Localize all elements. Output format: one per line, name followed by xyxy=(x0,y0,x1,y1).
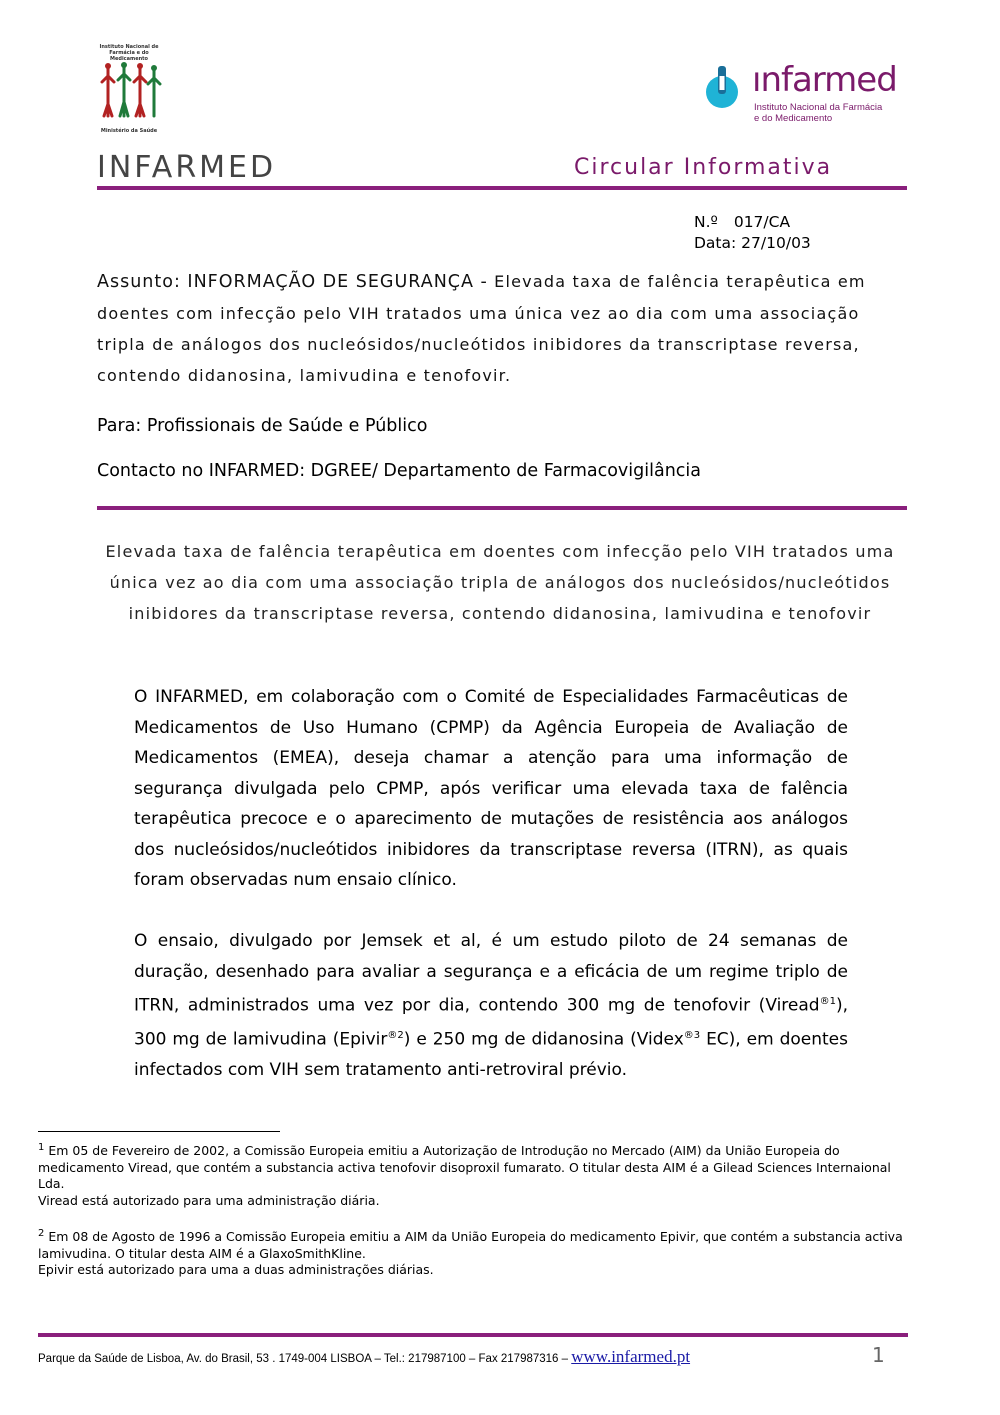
footer-address xyxy=(38,1347,690,1367)
p2-part-a: O ensaio, divulgado por Jemsek et al, é um estudo piloto de 24 semanas de duração, desenhado para avaliar a segurança e a eficácia de um regime triplo de ITRN, administrados uma vez por dia, contendo 300 mg de tenofovir (Viread xyxy=(134,931,848,1016)
footnote-1-number: 1 xyxy=(38,1142,45,1153)
footnote-rule xyxy=(38,1131,280,1132)
number-label: N.º xyxy=(694,213,718,231)
footnote-2-extra: Epivir está autorizado para uma a duas administrações diárias. xyxy=(38,1262,434,1278)
document-type: Circular Informativa xyxy=(574,155,833,180)
footnote-1-text: Em 05 de Fevereiro de 2002, a Comissão Europeia emitiu a Autorização de Introdução no Mercado (AIM) da União Europeia do medicamento Viread, que contém a substancia activa tenofovir disoproxil fumarato. O titular desta AIM é a Gilead Sciences Internaional Lda. xyxy=(38,1143,891,1192)
footnote-2-number: 2 xyxy=(38,1228,45,1239)
footnote-ref-2: ®2 xyxy=(387,1030,404,1042)
p2-part-c: ) e 250 mg de didanosina (Videx xyxy=(403,1029,684,1050)
date-value: 27/10/03 xyxy=(741,234,811,252)
brand-sub-line2: e do Medicamento xyxy=(754,113,833,124)
brand-subtitle xyxy=(754,102,882,124)
date-label: Data: xyxy=(694,234,737,252)
header-rule xyxy=(97,186,907,190)
recipients-line: Para: Profissionais de Saúde e Público xyxy=(97,416,428,436)
footnote-2-text: Em 08 de Agosto de 1996 a Comissão Europeia emitiu a AIM da União Europeia do medicamento Epivir, que contém a substancia activa lamivudina. O titular desta AIM é a GlaxoSmithKline. xyxy=(38,1229,903,1261)
page-number: 1 xyxy=(872,1343,885,1367)
p2-part-d: EC), em doentes infectados com VIH sem tratamento anti-retroviral prévio. xyxy=(134,1029,848,1081)
footnote-1-extra: Viread está autorizado para uma administração diária. xyxy=(38,1192,380,1208)
footnote-ref-3: ®3 xyxy=(683,1030,701,1042)
ministry-logo xyxy=(96,44,162,136)
brand-sub-line1: Instituto Nacional da Farmácia xyxy=(754,102,883,113)
contact-line: Contacto no INFARMED: DGREE/ Departamento de Farmacovigilância xyxy=(97,461,701,481)
body-paragraph-2 xyxy=(134,926,848,1086)
brand-word: ınfarmed xyxy=(752,60,897,100)
subject xyxy=(97,266,907,391)
footnote-ref-1: ®1 xyxy=(819,996,836,1007)
circular-date xyxy=(694,233,811,254)
header-title: INFARMED xyxy=(97,150,277,185)
figures-emblem-icon xyxy=(96,62,162,124)
ministry-logo-caption-top: Instituto Nacional de Farmácia e do Medicamento xyxy=(99,44,159,62)
document-title: Elevada taxa de falência terapêutica em doentes com infecção pelo VIH tratados uma única vez ao dia com uma associação tripla de análogos dos nucleósidos/nucleótidos inibidores da transcriptase reversa, contendo didanosina, lamivudina e tenofovir xyxy=(105,542,895,623)
subject-text: Elevada taxa de falência terapêutica em doentes com infecção pelo VIH tratados uma única vez ao dia com uma associação tripla de análogos dos nucleósidos/nucleótidos inibidores da transcriptase reversa, contendo didanosina, lamivudina e tenofovir. xyxy=(97,272,866,385)
number-value: 017/CA xyxy=(733,213,791,231)
section-rule xyxy=(97,506,907,510)
body-paragraph-1: O INFARMED, em colaboração com o Comité de Especialidades Farmacêuticas de Medicamentos de Uso Humano (CPMP) da Agência Europeia de Avaliação de Medicamentos (EMEA), deseja chamar a atenção para uma informação de segurança divulgada pelo CPMP, após verificar uma elevada taxa de falência terapêutica precoce e o aparecimento de mutações de resistência aos análogos dos nucleósidos/nucleótidos inibidores da transcriptase reversa (ITRN), as quais foram observadas num ensaio clínico. xyxy=(134,687,848,890)
footer-rule xyxy=(38,1333,908,1337)
footer-address-text: Parque da Saúde de Lisboa, Av. do Brasil, 53 . 1749-004 LISBOA – Tel.: 217987100 – Fax 217987316 – xyxy=(38,1353,572,1365)
footnote-2 xyxy=(38,1226,908,1279)
subject-lead: Assunto: INFORMAÇÃO DE SEGURANÇA - xyxy=(97,272,488,292)
infarmed-drop-icon xyxy=(704,66,748,110)
p2-part-b: ), 300 mg de lamivudina (Epivir xyxy=(134,995,848,1050)
circular-number xyxy=(694,212,790,233)
website-link[interactable]: www.infarmed.pt xyxy=(571,1347,691,1366)
ministry-logo-caption-bottom: Ministério da Saúde xyxy=(100,128,158,134)
footnote-1 xyxy=(38,1140,908,1209)
infarmed-logo xyxy=(704,60,897,126)
